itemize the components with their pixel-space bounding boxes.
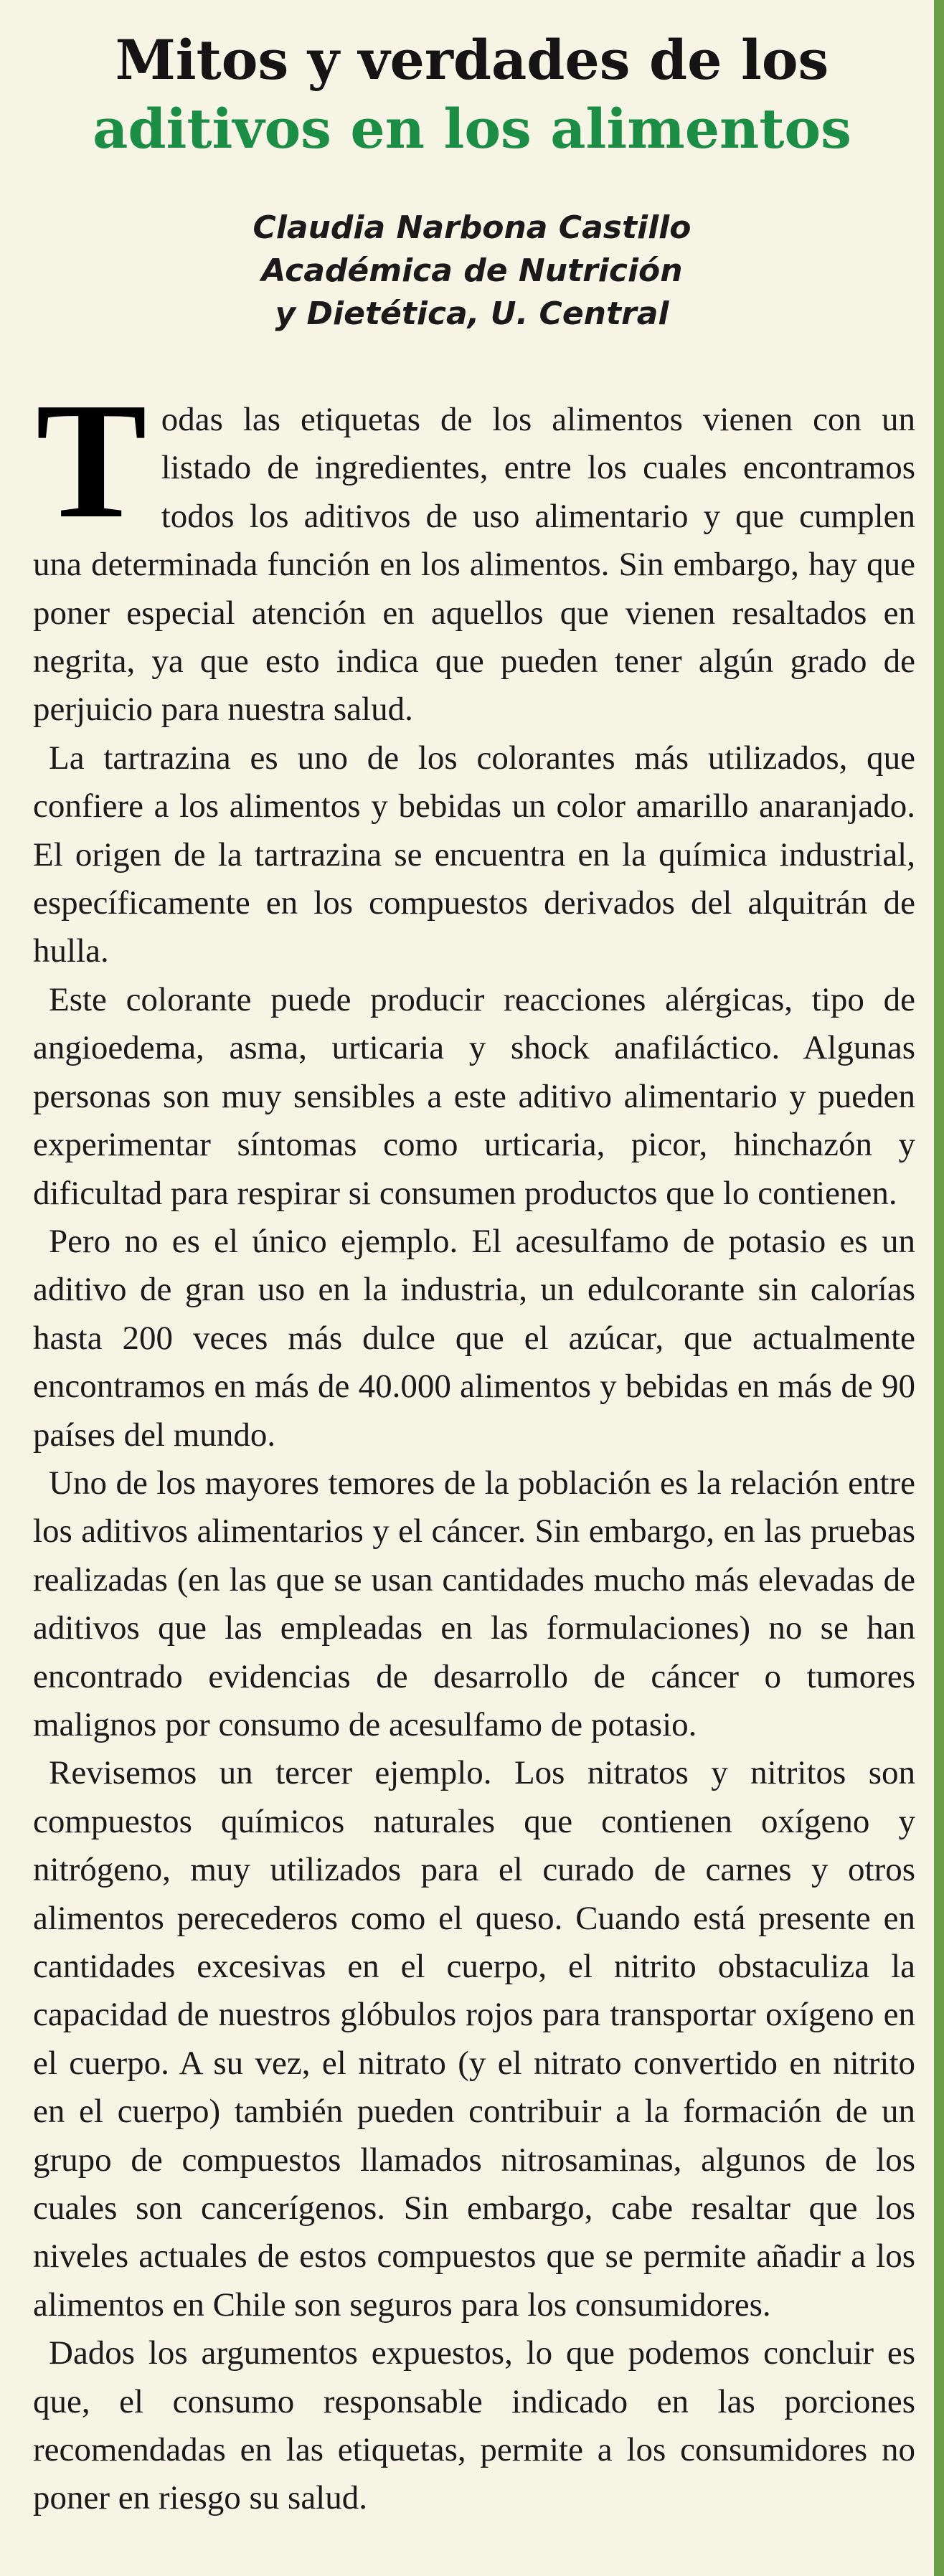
paragraph-1-text: odas las etiquetas de los alimentos vienen con un listado de ingredientes, entre los cuales encontramos todos los aditivos de uso alimentario y que cumplen una determinada función en los alimentos. Sin embargo, hay que poner especial atención en aquellos que vienen resaltados en negrita, ya que esto indica que pueden tener algún grado de perjuicio para nuestra salud. [33, 401, 915, 729]
paragraph-6: Revisemos un tercer ejemplo. Los nitratos y nitritos son compuestos químicos naturales que contienen oxígeno y nitrógeno, muy utilizados para el curado de carnes y otros alimentos perecederos como el queso. Cuando está presente en cantidades excesivas en el cuerpo, el nitrito obstaculiza la capacidad de nuestros glóbulos rojos para transportar oxígeno en el cuerpo. A su vez, el nitrato (y el nitrato convertido en nitrito en el cuerpo) también pueden contribuir a la formación de un grupo de compuestos llamados nitrosaminas, algunos de los cuales son cancerígenos. Sin embargo, cabe resaltar que los niveles actuales de estos compuestos que se permite añadir a los alimentos en Chile son seguros para los consumidores. [33, 1754, 915, 2324]
article-body [33, 369, 915, 2523]
paragraph-4: Pero no es el único ejemplo. El acesulfamo de potasio es un aditivo de gran uso en la industria, un edulcorante sin calorías hasta 200 veces más dulce que el azúcar, que actualmente encontramos en más de 40.000 alimentos y bebidas en más de 90 países del mundo. [33, 1222, 915, 1454]
paragraph-5: Uno de los mayores temores de la población es la relación entre los aditivos alimentarios y el cáncer. Sin embargo, en las pruebas realizadas (en las que se usan cantidades mucho más elevadas de aditivos que las empleadas en las formulaciones) no se han encontrado evidencias de desarrollo de cáncer o tumores malignos por consumo de acesulfamo de potasio. [33, 1464, 915, 1743]
author-affiliation-line-1: Académica de Nutrición [261, 252, 683, 289]
author-affiliation-line-2: y Dietética, U. Central [275, 295, 669, 332]
title-line-2: aditivos en los alimentos [93, 97, 851, 161]
byline [29, 207, 915, 336]
author-name: Claudia Narbona Castillo [252, 209, 692, 246]
article-title [29, 26, 915, 164]
paragraph-3: Este colorante puede producir reacciones alérgicas, tipo de angioedema, asma, urticaria y shock anafiláctico. Algunas personas son muy sensibles a este aditivo alimentario y pueden experimentar síntomas como urticaria, picor, hinchazón y dificultad para respirar si consumen productos que lo contienen. [33, 980, 915, 1212]
title-line-1: Mitos y verdades de los [115, 28, 829, 92]
drop-cap: T [36, 369, 147, 553]
paragraph-2: La tartrazina es uno de los colorantes más utilizados, que confiere a los alimentos y bebidas un color amarillo anaranjado. El origen de la tartrazina se encuentra en la química industrial, específicamente en los compuestos derivados del alquitrán de hulla. [33, 739, 915, 970]
paragraph-7: Dados los argumentos expuestos, lo que podemos concluir es que, el consumo responsable indicado en las porciones recomendadas en las etiquetas, permite a los consumidores no poner en riesgo su salud. [33, 2334, 915, 2517]
paragraph-1 [33, 369, 915, 734]
right-margin-rule [934, 0, 944, 2576]
